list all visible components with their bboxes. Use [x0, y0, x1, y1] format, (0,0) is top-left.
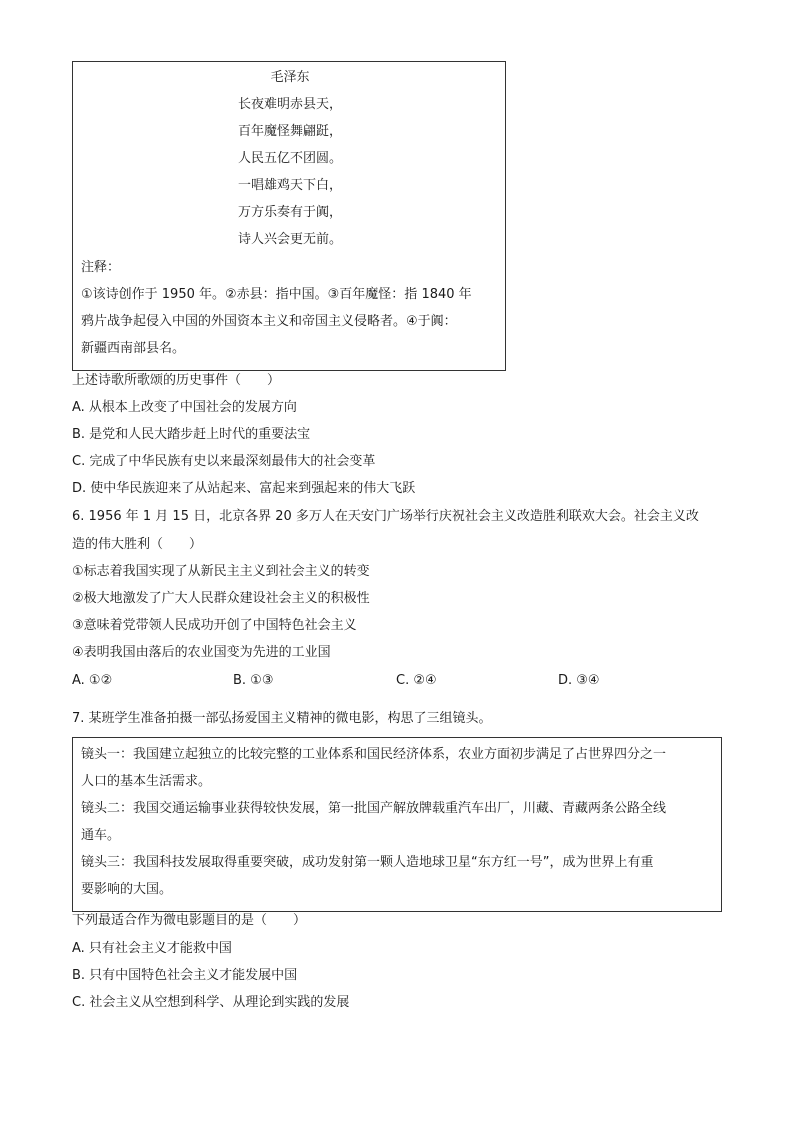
q6-option-d: D. ③④ — [558, 673, 600, 688]
q6-stem-line2: 造的伟大胜利（ ） — [72, 537, 203, 552]
note-line: 新疆西南部县名。 — [81, 341, 186, 356]
q6-option-c: C. ②④ — [396, 673, 437, 688]
q7-stem: 7. 某班学生准备拍摄一部弘扬爱国主义精神的微电影，构思了三组镜头。 — [72, 711, 492, 726]
scene-line: 镜头二：我国交通运输事业获得较快发展，第一批国产解放牌载重汽车出厂，川藏、青藏两条公路全线 — [81, 801, 667, 816]
q7-option-a: A. 只有社会主义才能救中国 — [72, 941, 232, 956]
scene-box — [72, 737, 722, 912]
q5-option-b: B. 是党和人民大踏步赶上时代的重要法宝 — [72, 427, 311, 442]
q7-option-b: B. 只有中国特色社会主义才能发展中国 — [72, 968, 298, 983]
q6-statement-2: ②极大地激发了广大人民群众建设社会主义的积极性 — [72, 591, 370, 606]
q5-option-c: C. 完成了中华民族有史以来最深刻最伟大的社会变革 — [72, 454, 376, 469]
poem-line: 诗人兴会更无前。 — [237, 232, 342, 247]
poem-line: 人民五亿不团圆。 — [237, 151, 342, 166]
q5-stem: 上述诗歌所歌颂的历史事件（ ） — [72, 373, 281, 388]
q6-option-b: B. ①③ — [233, 673, 274, 688]
poem-line: 长夜难明赤县天， — [237, 97, 342, 112]
q5-option-a: A. 从根本上改变了中国社会的发展方向 — [72, 400, 297, 415]
q6-statement-4: ④表明我国由落后的农业国变为先进的工业国 — [72, 645, 331, 660]
scene-line: 镜头一：我国建立起独立的比较完整的工业体系和国民经济体系，农业方面初步满足了占世界四分之一 — [81, 747, 667, 762]
q6-stem-line1: 6. 1956 年 1 月 15 日，北京各界 20 多万人在天安门广场举行庆祝社会主义改造胜利联欢大会。社会主义改 — [72, 509, 699, 524]
note-line: 鸦片战争起侵入中国的外国资本主义和帝国主义侵略者。④于阗： — [81, 314, 457, 329]
q5-option-d: D. 使中华民族迎来了从站起来、富起来到强起来的伟大飞跃 — [72, 481, 416, 496]
q6-statement-1: ①标志着我国实现了从新民主主义到社会主义的转变 — [72, 564, 370, 579]
note-title: 注释： — [81, 260, 121, 275]
note-line: ①该诗创作于 1950 年。②赤县：指中国。③百年魔怪：指 1840 年 — [81, 287, 472, 302]
q6-statement-3: ③意味着党带领人民成功开创了中国特色社会主义 — [72, 618, 357, 633]
poem-line: 一唱雄鸡天下白， — [237, 178, 342, 193]
scene-line: 要影响的大国。 — [81, 882, 173, 897]
poem-line: 万方乐奏有于阗， — [237, 205, 342, 220]
poem-author: 毛泽东 — [270, 70, 310, 85]
q7-question: 下列最适合作为微电影题目的是（ ） — [72, 913, 307, 928]
scene-line: 人口的基本生活需求。 — [81, 774, 212, 789]
scene-line: 镜头三：我国科技发展取得重要突破，成功发射第一颗人造地球卫星“东方红一号”，成为世界上有重 — [81, 855, 654, 870]
q7-option-c: C. 社会主义从空想到科学、从理论到实践的发展 — [72, 995, 350, 1010]
poem-box — [72, 61, 506, 371]
poem-line: 百年魔怪舞翩跹， — [237, 124, 342, 139]
scene-line: 通车。 — [81, 828, 121, 843]
q6-option-a: A. ①② — [72, 673, 113, 688]
